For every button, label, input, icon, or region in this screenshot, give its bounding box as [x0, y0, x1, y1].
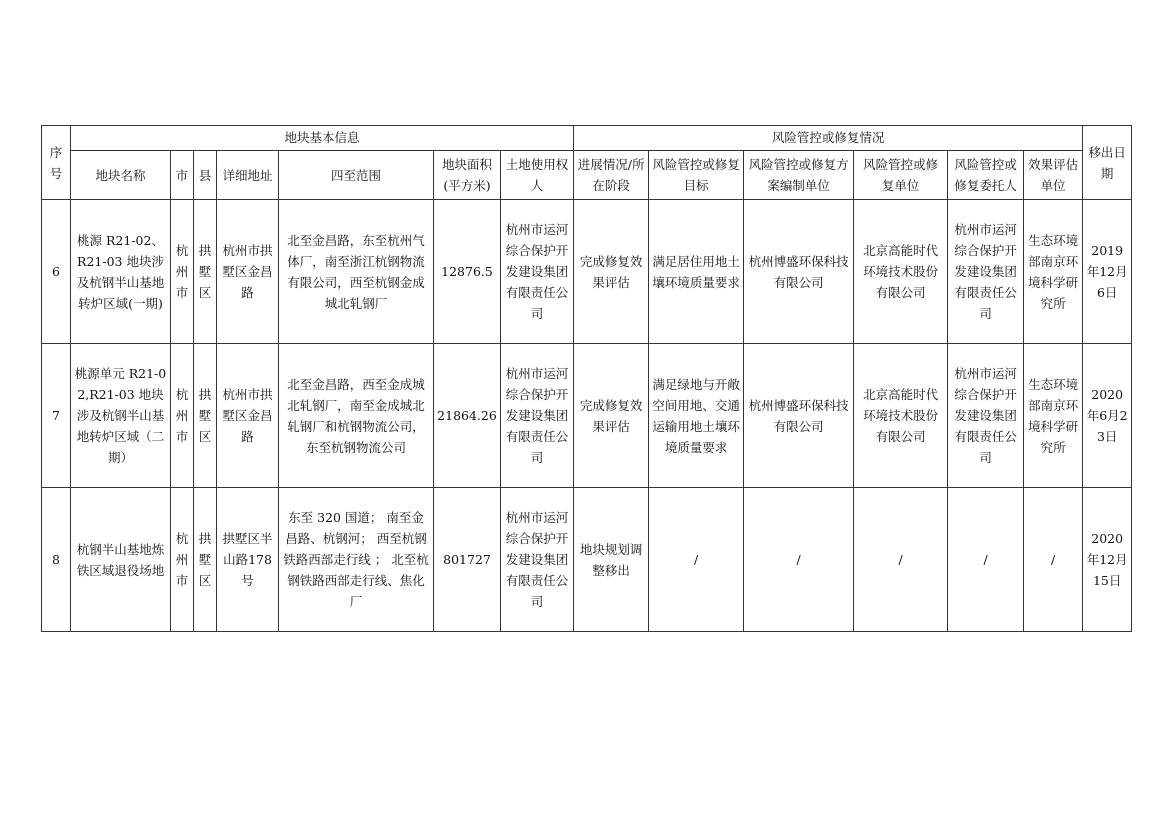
header-city: 市: [171, 151, 194, 200]
cell-city: 杭州市: [171, 344, 194, 488]
cell-address: 杭州市拱墅区金昌路: [217, 344, 279, 488]
cell-target: 满足绿地与开敞空间用地、交通运输用地土壤环境质量要求: [649, 344, 744, 488]
header-group-risk: 风险管控或修复情况: [574, 126, 1083, 151]
cell-seq: 8: [42, 488, 71, 632]
cell-area: 801727: [434, 488, 501, 632]
cell-plan-unit: 杭州博盛环保科技有限公司: [744, 200, 854, 344]
remediation-sites-table: [41, 125, 1132, 632]
cell-address: 拱墅区半山路178号: [217, 488, 279, 632]
cell-progress: 地块规划调整移出: [574, 488, 649, 632]
table-row: [42, 344, 1132, 488]
header-name: 地块名称: [71, 151, 171, 200]
cell-client: /: [948, 488, 1024, 632]
cell-date: 2019年12月6日: [1083, 200, 1132, 344]
header-row-groups: [42, 126, 1132, 151]
cell-client: 杭州市运河综合保护开发建设集团有限责任公司: [948, 200, 1024, 344]
cell-progress: 完成修复效果评估: [574, 200, 649, 344]
cell-date: 2020年12月15日: [1083, 488, 1132, 632]
cell-name: 桃源 R21-02、R21-03 地块涉及杭钢半山基地转炉区域(一期): [71, 200, 171, 344]
header-address: 详细地址: [217, 151, 279, 200]
table-row: [42, 200, 1132, 344]
cell-boundary: 北至金昌路，西至金成城北轧钢厂，南至金成城北轧钢厂和杭钢物流公司，东至杭钢物流公司: [279, 344, 434, 488]
cell-city: 杭州市: [171, 200, 194, 344]
header-owner: 土地使用权人: [501, 151, 574, 200]
table-row: [42, 488, 1132, 632]
cell-client: 杭州市运河综合保护开发建设集团有限责任公司: [948, 344, 1024, 488]
cell-boundary: 北至金昌路，东至杭州气体厂，南至浙江杭钢物流有限公司，西至杭钢金成城北轧钢厂: [279, 200, 434, 344]
cell-plan-unit: /: [744, 488, 854, 632]
header-target: 风险管控或修复目标: [649, 151, 744, 200]
header-moveout-date: 移出日期: [1083, 126, 1132, 200]
cell-owner: 杭州市运河综合保护开发建设集团有限责任公司: [501, 344, 574, 488]
cell-owner: 杭州市运河综合保护开发建设集团有限责任公司: [501, 200, 574, 344]
header-eval-unit: 效果评估单位: [1024, 151, 1083, 200]
cell-progress: 完成修复效果评估: [574, 344, 649, 488]
cell-repair-unit: 北京高能时代环境技术股份有限公司: [854, 344, 948, 488]
cell-repair-unit: 北京高能时代环境技术股份有限公司: [854, 200, 948, 344]
header-county: 县: [194, 151, 217, 200]
cell-address: 杭州市拱墅区金昌路: [217, 200, 279, 344]
cell-eval-unit: /: [1024, 488, 1083, 632]
cell-name: 杭钢半山基地炼铁区域退役场地: [71, 488, 171, 632]
cell-boundary: 东至 320 国道； 南至金昌路、杭钢河； 西至杭钢铁路西部走行线 ； 北至杭钢铁路西部走行线、焦化厂: [279, 488, 434, 632]
header-seq: 序号: [42, 126, 71, 200]
header-boundary: 四至范围: [279, 151, 434, 200]
cell-city: 杭州市: [171, 488, 194, 632]
cell-area: 12876.5: [434, 200, 501, 344]
cell-county: 拱墅区: [194, 488, 217, 632]
cell-county: 拱墅区: [194, 344, 217, 488]
cell-target: /: [649, 488, 744, 632]
header-repair-unit: 风险管控或修复单位: [854, 151, 948, 200]
cell-eval-unit: 生态环境部南京环境科学研究所: [1024, 200, 1083, 344]
cell-plan-unit: 杭州博盛环保科技有限公司: [744, 344, 854, 488]
cell-date: 2020年6月23日: [1083, 344, 1132, 488]
header-area: 地块面积(平方米): [434, 151, 501, 200]
cell-seq: 7: [42, 344, 71, 488]
cell-repair-unit: /: [854, 488, 948, 632]
header-client: 风险管控或修复委托人: [948, 151, 1024, 200]
cell-county: 拱墅区: [194, 200, 217, 344]
header-group-basic: 地块基本信息: [71, 126, 574, 151]
cell-seq: 6: [42, 200, 71, 344]
header-plan-unit: 风险管控或修复方案编制单位: [744, 151, 854, 200]
cell-eval-unit: 生态环境部南京环境科学研究所: [1024, 344, 1083, 488]
cell-owner: 杭州市运河综合保护开发建设集团有限责任公司: [501, 488, 574, 632]
header-progress: 进展情况/所在阶段: [574, 151, 649, 200]
cell-name: 桃源单元 R21-02,R21-03 地块涉及杭钢半山基地转炉区域（二期）: [71, 344, 171, 488]
cell-target: 满足居住用地土壤环境质量要求: [649, 200, 744, 344]
header-row-columns: [42, 151, 1132, 200]
cell-area: 21864.26: [434, 344, 501, 488]
